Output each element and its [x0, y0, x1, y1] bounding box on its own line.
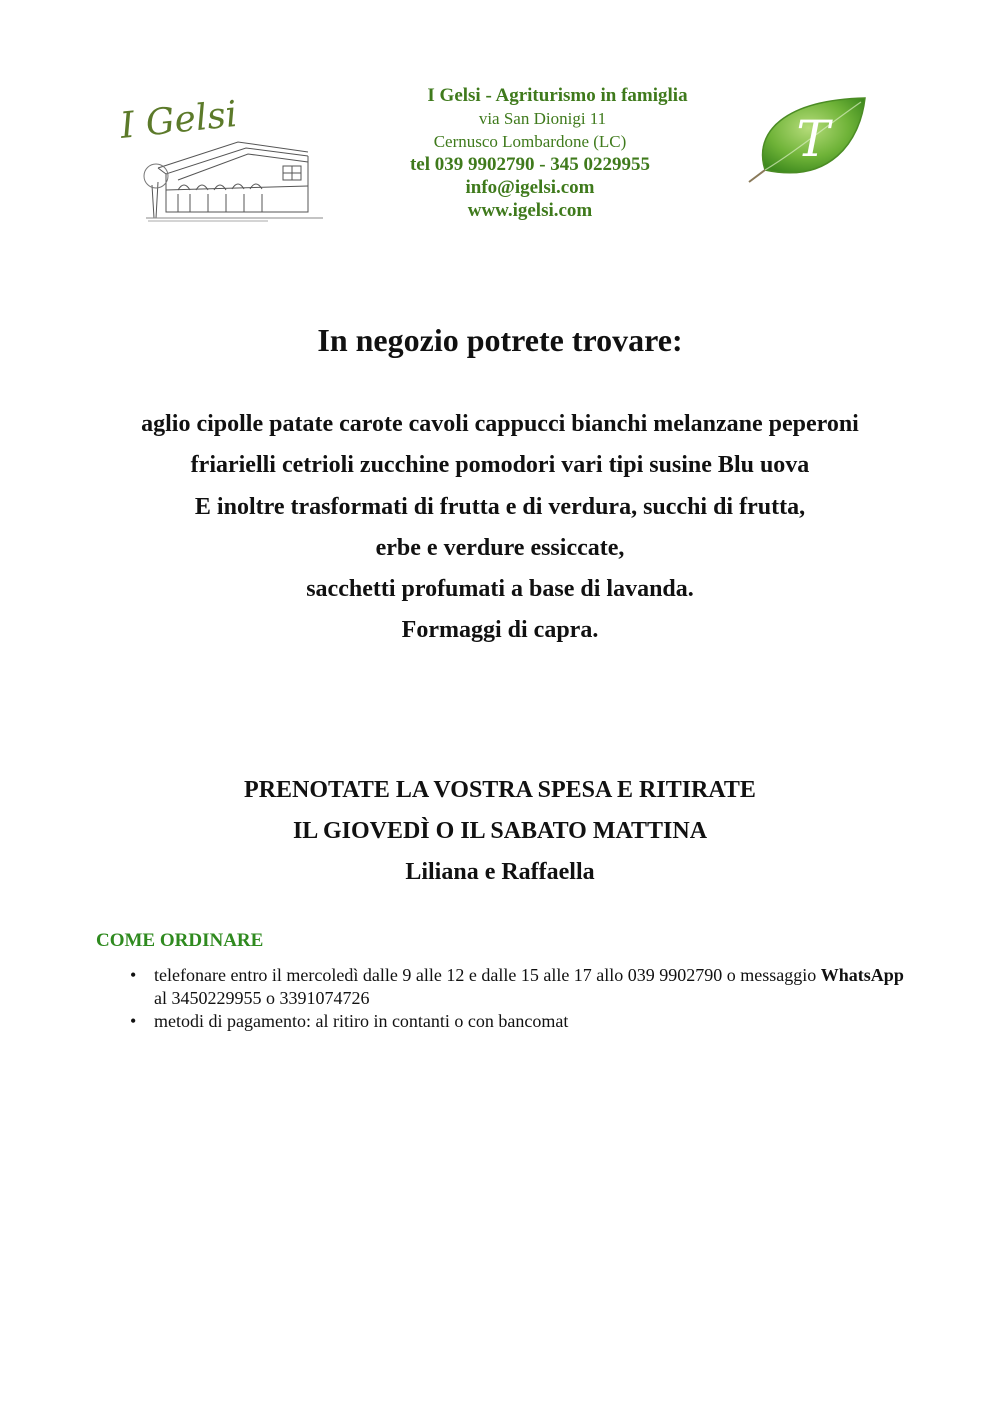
leaf-logo [745, 92, 870, 192]
bullet-icon: • [130, 1011, 137, 1031]
leaf-logo-letter: T [796, 110, 830, 168]
product-line: sacchetti profumati a base di lavanda. [306, 576, 694, 603]
ordering-list [96, 964, 916, 1033]
product-list [0, 404, 1000, 652]
page-heading: In negozio potrete trovare: [317, 322, 683, 358]
business-title: I Gelsi - Agriturismo in famiglia [427, 85, 688, 106]
booking-notice [0, 770, 1000, 893]
bullet-icon: • [130, 965, 137, 985]
payment-methods-text: metodi di pagamento: al ritiro in contanti o con bancomat [154, 1011, 569, 1031]
list-item [96, 1010, 916, 1033]
phone: tel 039 9902790 - 345 0229955 [409, 154, 651, 175]
city: Cernusco Lombardone (LC) [433, 132, 627, 151]
order-phone-text: telefonare entro il mercoledì dalle 9 alle 12 e dalle 15 alle 17 allo 039 9902790 o messaggio [154, 965, 817, 985]
igelsi-farmhouse-logo [118, 90, 328, 225]
contact-info [330, 84, 730, 222]
list-item [96, 964, 916, 1010]
ordering-title: COME ORDINARE [96, 930, 264, 951]
signature: Liliana e Raffaella [405, 859, 595, 885]
product-line: aglio cipolle patate carote cavoli cappucci bianchi melanzane peperoni [141, 411, 859, 437]
product-line: erbe e verdure essiccate, [375, 534, 625, 561]
product-line: Formaggi di capra. [401, 617, 599, 644]
whatsapp-numbers: al 3450229955 o 3391074726 [154, 988, 370, 1008]
booking-line: PRENOTATE LA VOSTRA SPESA E RITIRATE [244, 777, 756, 803]
product-line: friarielli cetrioli zucchine pomodori vari tipi susine Blu uova [190, 452, 810, 479]
product-line: E inoltre trasformati di frutta e di verdura, succhi di frutta, [194, 493, 806, 520]
logo-script-text: I Gelsi [118, 93, 240, 147]
address: via San Dionigi 11 [478, 109, 607, 128]
whatsapp-label: WhatsApp [820, 965, 904, 985]
booking-line: IL GIOVEDÌ O IL SABATO MATTINA [292, 818, 708, 844]
email-link[interactable]: info@igelsi.com [465, 177, 595, 198]
website-link[interactable]: www.igelsi.com [467, 200, 593, 221]
